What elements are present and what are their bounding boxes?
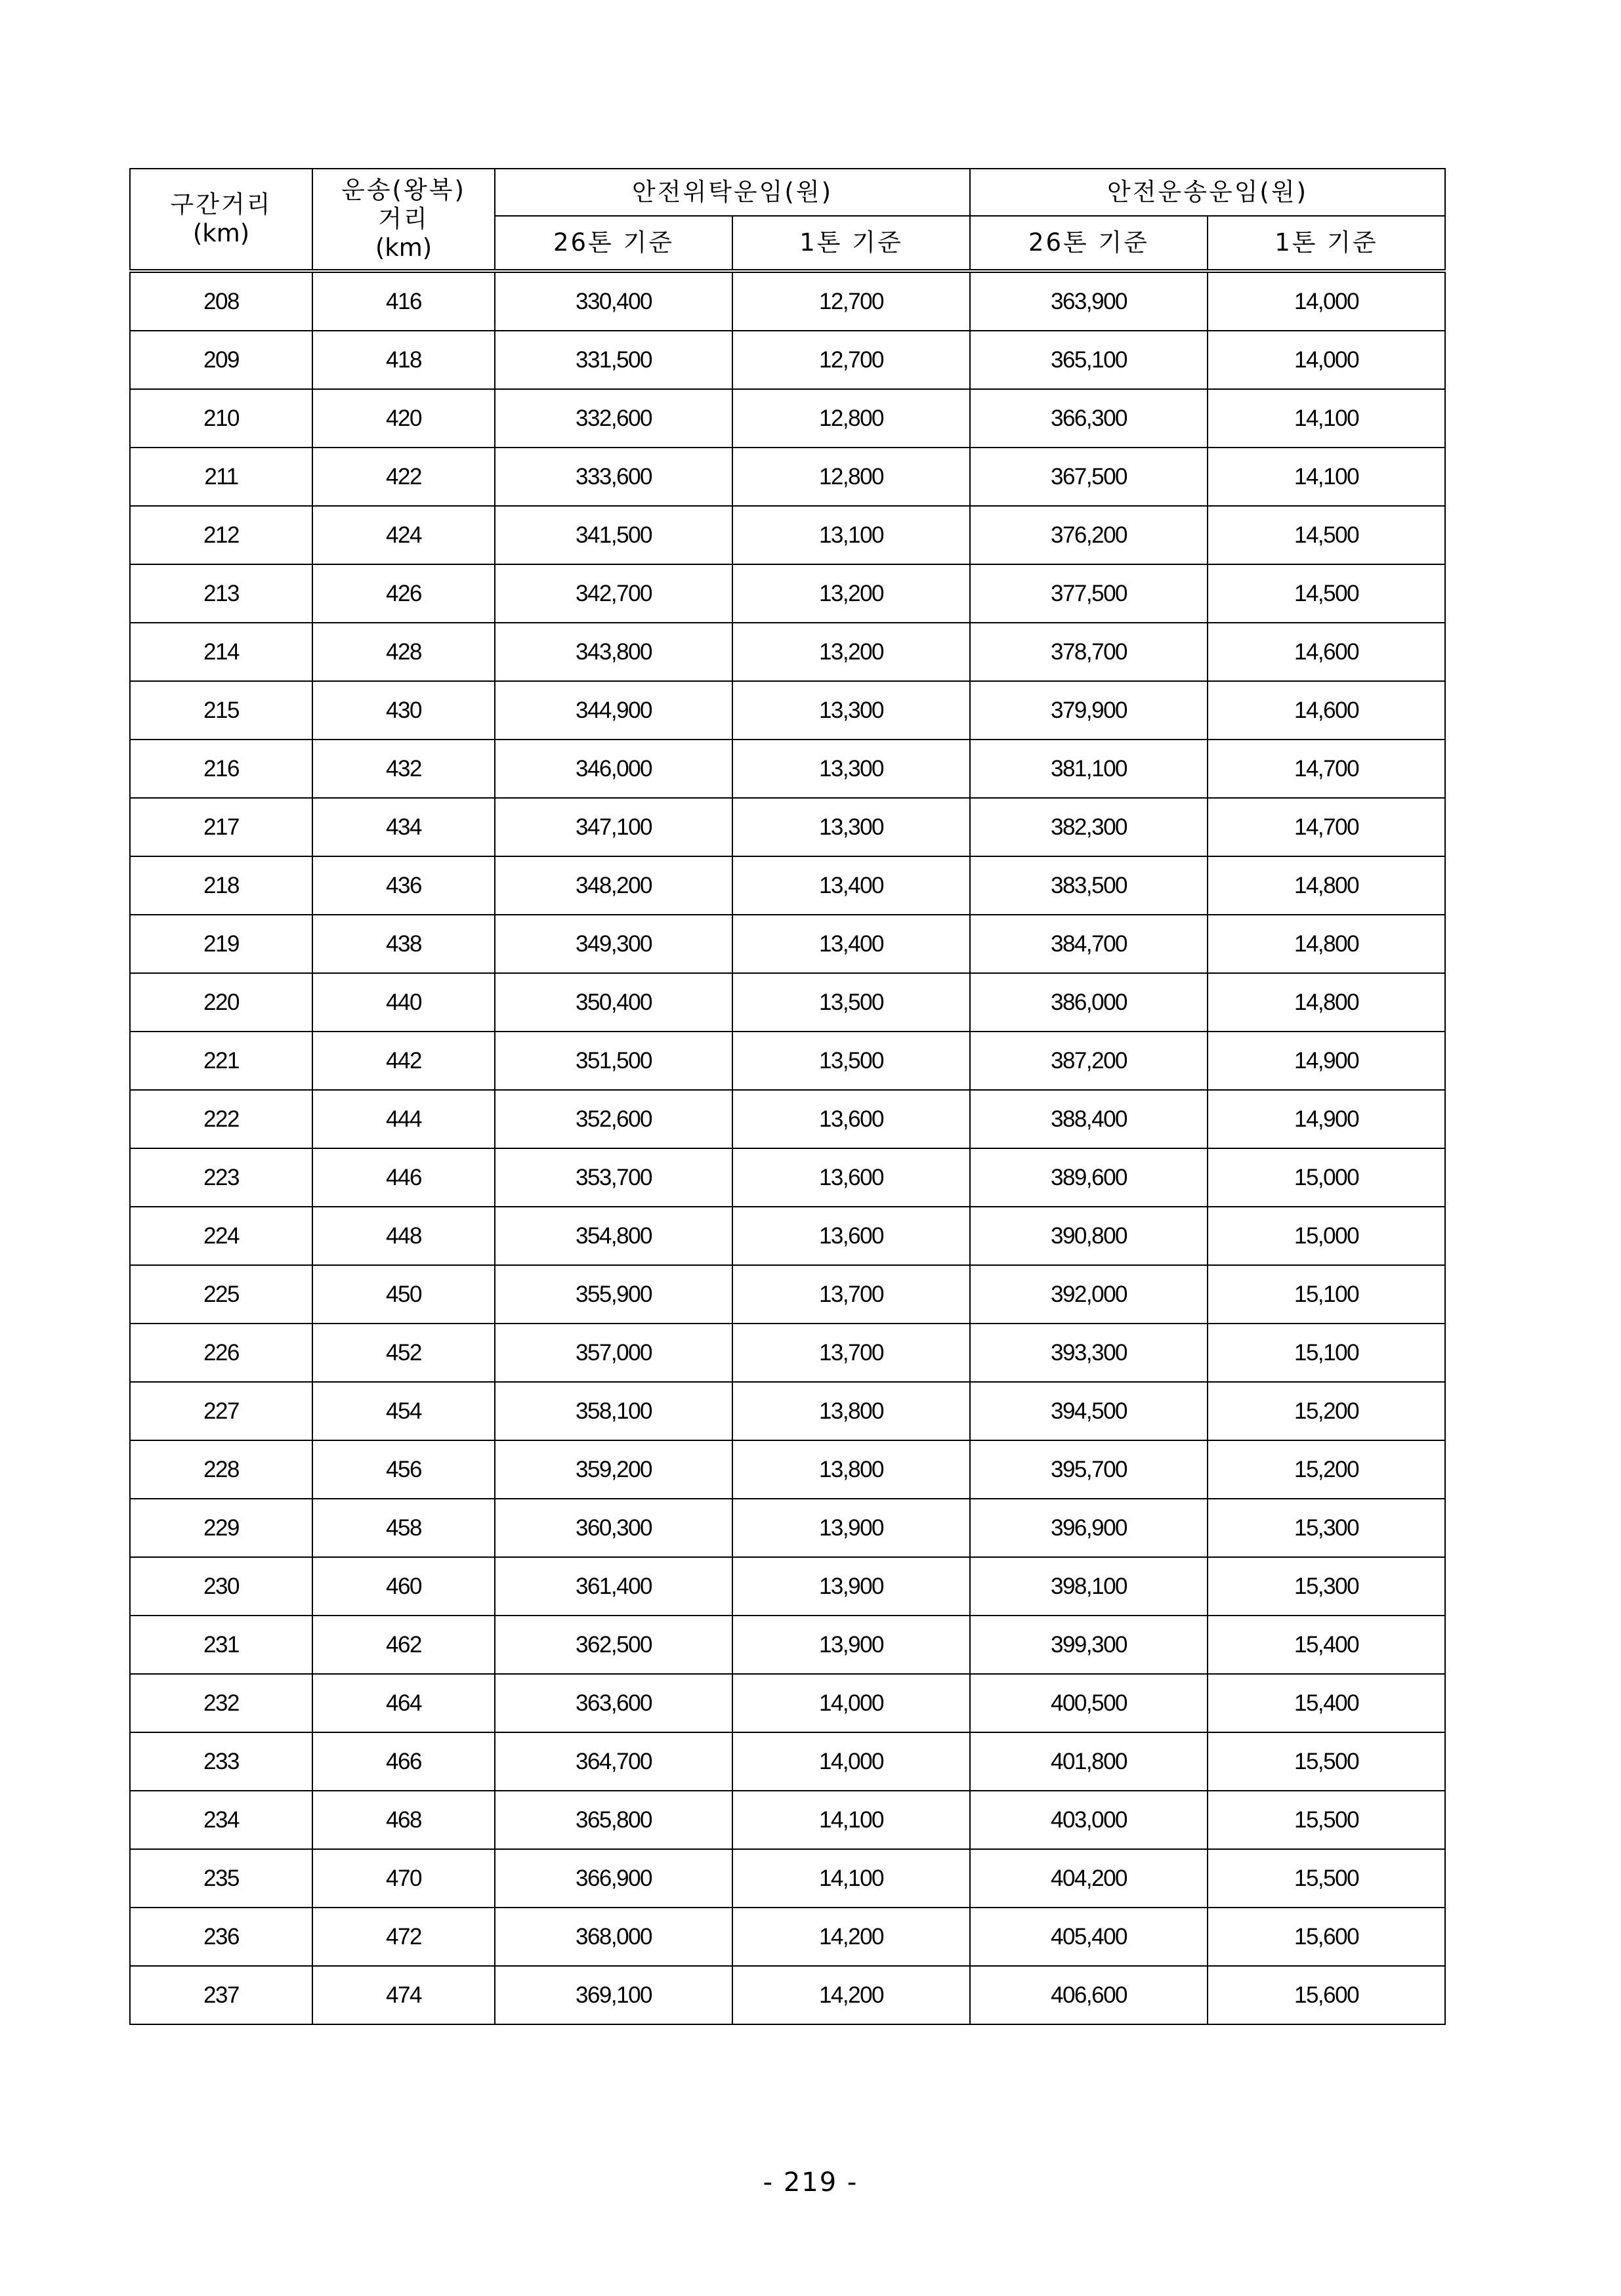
table-row [130, 856, 1445, 915]
transport-26t-cell: 381,100 [970, 740, 1208, 798]
consign-1t-cell: 13,900 [732, 1557, 970, 1616]
transport-distance-cell: 416 [312, 271, 495, 331]
transport-1t-cell: 15,500 [1208, 1849, 1445, 1908]
transport-1t-cell: 15,200 [1208, 1382, 1445, 1440]
transport-distance-cell: 422 [312, 448, 495, 506]
transport-distance-cell: 474 [312, 1966, 495, 2024]
transport-distance-cell: 424 [312, 506, 495, 564]
transport-1t-cell: 14,900 [1208, 1090, 1445, 1148]
consign-1t-cell: 12,800 [732, 448, 970, 506]
consign-26t-cell: 349,300 [495, 915, 732, 973]
transport-distance-cell: 462 [312, 1616, 495, 1674]
consign-1t-cell: 13,400 [732, 915, 970, 973]
transport-26t-cell: 401,800 [970, 1732, 1208, 1791]
consign-1t-cell: 14,100 [732, 1791, 970, 1849]
transport-distance-cell: 458 [312, 1499, 495, 1557]
consign-26t-cell: 365,800 [495, 1791, 732, 1849]
header-section-distance: 구간거리 (km) [130, 169, 312, 271]
section-distance-cell: 224 [130, 1207, 312, 1265]
consign-26t-cell: 330,400 [495, 271, 732, 331]
transport-distance-cell: 420 [312, 389, 495, 448]
transport-26t-cell: 404,200 [970, 1849, 1208, 1908]
transport-1t-cell: 15,300 [1208, 1499, 1445, 1557]
consign-26t-cell: 351,500 [495, 1032, 732, 1090]
transport-distance-cell: 454 [312, 1382, 495, 1440]
header-transport-26t: 26톤 기준 [970, 216, 1208, 271]
section-distance-cell: 232 [130, 1674, 312, 1732]
transport-distance-cell: 444 [312, 1090, 495, 1148]
table-row [130, 1090, 1445, 1148]
transport-1t-cell: 14,500 [1208, 506, 1445, 564]
table-row [130, 331, 1445, 389]
table-row [130, 389, 1445, 448]
consign-26t-cell: 361,400 [495, 1557, 732, 1616]
consign-1t-cell: 13,300 [732, 740, 970, 798]
consign-1t-cell: 13,800 [732, 1382, 970, 1440]
transport-26t-cell: 387,200 [970, 1032, 1208, 1090]
table-row [130, 1732, 1445, 1791]
header-safe-consign-rate: 안전위탁운임(원) [495, 169, 970, 216]
section-distance-cell: 230 [130, 1557, 312, 1616]
consign-26t-cell: 342,700 [495, 564, 732, 623]
table-row [130, 448, 1445, 506]
transport-26t-cell: 382,300 [970, 798, 1208, 856]
table-row [130, 798, 1445, 856]
consign-1t-cell: 14,200 [732, 1908, 970, 1966]
table-row [130, 681, 1445, 740]
consign-1t-cell: 12,800 [732, 389, 970, 448]
consign-1t-cell: 13,500 [732, 1032, 970, 1090]
transport-26t-cell: 389,600 [970, 1148, 1208, 1207]
consign-26t-cell: 357,000 [495, 1324, 732, 1382]
consign-26t-cell: 343,800 [495, 623, 732, 681]
transport-distance-cell: 446 [312, 1148, 495, 1207]
transport-distance-cell: 442 [312, 1032, 495, 1090]
transport-distance-cell: 434 [312, 798, 495, 856]
transport-distance-cell: 452 [312, 1324, 495, 1382]
transport-distance-cell: 470 [312, 1849, 495, 1908]
transport-distance-cell: 432 [312, 740, 495, 798]
consign-26t-cell: 346,000 [495, 740, 732, 798]
consign-26t-cell: 355,900 [495, 1265, 732, 1324]
consign-26t-cell: 348,200 [495, 856, 732, 915]
section-distance-cell: 229 [130, 1499, 312, 1557]
transport-1t-cell: 14,000 [1208, 271, 1445, 331]
table-row [130, 1499, 1445, 1557]
section-distance-cell: 208 [130, 271, 312, 331]
table-row [130, 1207, 1445, 1265]
section-distance-cell: 231 [130, 1616, 312, 1674]
transport-26t-cell: 390,800 [970, 1207, 1208, 1265]
consign-26t-cell: 353,700 [495, 1148, 732, 1207]
section-distance-cell: 209 [130, 331, 312, 389]
consign-1t-cell: 13,200 [732, 623, 970, 681]
table-header [130, 169, 1445, 271]
consign-1t-cell: 13,900 [732, 1616, 970, 1674]
consign-26t-cell: 333,600 [495, 448, 732, 506]
transport-distance-cell: 456 [312, 1440, 495, 1499]
transport-26t-cell: 393,300 [970, 1324, 1208, 1382]
consign-26t-cell: 363,600 [495, 1674, 732, 1732]
section-distance-cell: 215 [130, 681, 312, 740]
table-row [130, 1032, 1445, 1090]
consign-1t-cell: 13,800 [732, 1440, 970, 1499]
table-row [130, 1908, 1445, 1966]
transport-distance-cell: 466 [312, 1732, 495, 1791]
header-transport-1t: 1톤 기준 [1208, 216, 1445, 271]
consign-1t-cell: 13,300 [732, 681, 970, 740]
header-safe-transport-rate: 안전운송운임(원) [970, 169, 1445, 216]
consign-26t-cell: 364,700 [495, 1732, 732, 1791]
table-row [130, 973, 1445, 1032]
consign-1t-cell: 12,700 [732, 271, 970, 331]
table-row [130, 1674, 1445, 1732]
transport-1t-cell: 14,700 [1208, 798, 1445, 856]
transport-26t-cell: 399,300 [970, 1616, 1208, 1674]
table-row [130, 271, 1445, 331]
section-distance-cell: 218 [130, 856, 312, 915]
transport-1t-cell: 15,200 [1208, 1440, 1445, 1499]
consign-1t-cell: 13,600 [732, 1207, 970, 1265]
section-distance-cell: 210 [130, 389, 312, 448]
table-row [130, 1791, 1445, 1849]
consign-26t-cell: 358,100 [495, 1382, 732, 1440]
consign-1t-cell: 14,000 [732, 1674, 970, 1732]
transport-distance-cell: 464 [312, 1674, 495, 1732]
transport-26t-cell: 396,900 [970, 1499, 1208, 1557]
transport-distance-cell: 468 [312, 1791, 495, 1849]
transport-1t-cell: 15,300 [1208, 1557, 1445, 1616]
transport-26t-cell: 403,000 [970, 1791, 1208, 1849]
table-row [130, 1557, 1445, 1616]
section-distance-cell: 228 [130, 1440, 312, 1499]
consign-26t-cell: 360,300 [495, 1499, 732, 1557]
consign-1t-cell: 13,100 [732, 506, 970, 564]
transport-1t-cell: 15,600 [1208, 1966, 1445, 2024]
section-distance-cell: 226 [130, 1324, 312, 1382]
transport-26t-cell: 383,500 [970, 856, 1208, 915]
transport-26t-cell: 384,700 [970, 915, 1208, 973]
table-row [130, 1148, 1445, 1207]
consign-1t-cell: 14,200 [732, 1966, 970, 2024]
consign-26t-cell: 368,000 [495, 1908, 732, 1966]
transport-26t-cell: 400,500 [970, 1674, 1208, 1732]
transport-1t-cell: 14,800 [1208, 915, 1445, 973]
transport-distance-cell: 440 [312, 973, 495, 1032]
section-distance-cell: 212 [130, 506, 312, 564]
table-row [130, 1616, 1445, 1674]
table-row [130, 506, 1445, 564]
section-distance-cell: 237 [130, 1966, 312, 2024]
transport-1t-cell: 14,700 [1208, 740, 1445, 798]
section-distance-cell: 217 [130, 798, 312, 856]
consign-1t-cell: 13,700 [732, 1324, 970, 1382]
consign-26t-cell: 354,800 [495, 1207, 732, 1265]
transport-26t-cell: 363,900 [970, 271, 1208, 331]
section-distance-cell: 235 [130, 1849, 312, 1908]
consign-26t-cell: 362,500 [495, 1616, 732, 1674]
page-number: - 219 - [763, 2167, 858, 2198]
transport-1t-cell: 15,500 [1208, 1732, 1445, 1791]
consign-26t-cell: 331,500 [495, 331, 732, 389]
consign-26t-cell: 350,400 [495, 973, 732, 1032]
consign-26t-cell: 344,900 [495, 681, 732, 740]
transport-1t-cell: 15,600 [1208, 1908, 1445, 1966]
section-distance-cell: 211 [130, 448, 312, 506]
transport-26t-cell: 377,500 [970, 564, 1208, 623]
consign-1t-cell: 13,600 [732, 1148, 970, 1207]
transport-26t-cell: 392,000 [970, 1265, 1208, 1324]
consign-1t-cell: 13,500 [732, 973, 970, 1032]
transport-distance-cell: 438 [312, 915, 495, 973]
table-row [130, 1440, 1445, 1499]
section-distance-cell: 222 [130, 1090, 312, 1148]
section-distance-cell: 220 [130, 973, 312, 1032]
transport-1t-cell: 14,500 [1208, 564, 1445, 623]
transport-1t-cell: 14,900 [1208, 1032, 1445, 1090]
transport-distance-cell: 460 [312, 1557, 495, 1616]
consign-26t-cell: 332,600 [495, 389, 732, 448]
consign-26t-cell: 366,900 [495, 1849, 732, 1908]
transport-1t-cell: 15,000 [1208, 1207, 1445, 1265]
transport-distance-cell: 436 [312, 856, 495, 915]
header-consign-26t: 26톤 기준 [495, 216, 732, 271]
table-row [130, 1324, 1445, 1382]
consign-1t-cell: 13,300 [732, 798, 970, 856]
transport-1t-cell: 14,800 [1208, 856, 1445, 915]
header-consign-1t: 1톤 기준 [732, 216, 970, 271]
transport-1t-cell: 15,500 [1208, 1791, 1445, 1849]
consign-1t-cell: 13,900 [732, 1499, 970, 1557]
table-row [130, 1382, 1445, 1440]
header-transport-distance: 운송(왕복) 거리 (km) [312, 169, 495, 271]
section-distance-cell: 234 [130, 1791, 312, 1849]
transport-26t-cell: 366,300 [970, 389, 1208, 448]
transport-26t-cell: 386,000 [970, 973, 1208, 1032]
table-row [130, 1265, 1445, 1324]
transport-26t-cell: 405,400 [970, 1908, 1208, 1966]
transport-26t-cell: 379,900 [970, 681, 1208, 740]
transport-26t-cell: 378,700 [970, 623, 1208, 681]
transport-distance-cell: 418 [312, 331, 495, 389]
section-distance-cell: 225 [130, 1265, 312, 1324]
transport-distance-cell: 450 [312, 1265, 495, 1324]
section-distance-cell: 213 [130, 564, 312, 623]
rate-table [129, 168, 1446, 2025]
transport-26t-cell: 388,400 [970, 1090, 1208, 1148]
consign-26t-cell: 369,100 [495, 1966, 732, 2024]
transport-distance-cell: 430 [312, 681, 495, 740]
transport-26t-cell: 406,600 [970, 1966, 1208, 2024]
transport-1t-cell: 14,600 [1208, 623, 1445, 681]
section-distance-cell: 227 [130, 1382, 312, 1440]
transport-distance-cell: 448 [312, 1207, 495, 1265]
section-distance-cell: 219 [130, 915, 312, 973]
table-row [130, 740, 1445, 798]
transport-26t-cell: 394,500 [970, 1382, 1208, 1440]
table-row [130, 1849, 1445, 1908]
table-row [130, 623, 1445, 681]
consign-1t-cell: 12,700 [732, 331, 970, 389]
transport-26t-cell: 365,100 [970, 331, 1208, 389]
transport-26t-cell: 395,700 [970, 1440, 1208, 1499]
table-body [130, 271, 1445, 2024]
consign-26t-cell: 359,200 [495, 1440, 732, 1499]
consign-26t-cell: 352,600 [495, 1090, 732, 1148]
consign-1t-cell: 14,100 [732, 1849, 970, 1908]
transport-26t-cell: 376,200 [970, 506, 1208, 564]
section-distance-cell: 233 [130, 1732, 312, 1791]
transport-distance-cell: 426 [312, 564, 495, 623]
consign-26t-cell: 341,500 [495, 506, 732, 564]
transport-distance-cell: 428 [312, 623, 495, 681]
table-row [130, 915, 1445, 973]
section-distance-cell: 221 [130, 1032, 312, 1090]
transport-26t-cell: 367,500 [970, 448, 1208, 506]
consign-1t-cell: 14,000 [732, 1732, 970, 1791]
table-row [130, 1966, 1445, 2024]
transport-1t-cell: 14,600 [1208, 681, 1445, 740]
transport-1t-cell: 15,400 [1208, 1616, 1445, 1674]
consign-26t-cell: 347,100 [495, 798, 732, 856]
transport-1t-cell: 15,000 [1208, 1148, 1445, 1207]
transport-1t-cell: 14,000 [1208, 331, 1445, 389]
transport-1t-cell: 15,400 [1208, 1674, 1445, 1732]
transport-1t-cell: 14,100 [1208, 448, 1445, 506]
consign-1t-cell: 13,700 [732, 1265, 970, 1324]
section-distance-cell: 214 [130, 623, 312, 681]
consign-1t-cell: 13,400 [732, 856, 970, 915]
table-row [130, 564, 1445, 623]
transport-1t-cell: 15,100 [1208, 1265, 1445, 1324]
consign-1t-cell: 13,200 [732, 564, 970, 623]
section-distance-cell: 216 [130, 740, 312, 798]
transport-1t-cell: 15,100 [1208, 1324, 1445, 1382]
transport-1t-cell: 14,800 [1208, 973, 1445, 1032]
transport-distance-cell: 472 [312, 1908, 495, 1966]
consign-1t-cell: 13,600 [732, 1090, 970, 1148]
transport-26t-cell: 398,100 [970, 1557, 1208, 1616]
section-distance-cell: 223 [130, 1148, 312, 1207]
section-distance-cell: 236 [130, 1908, 312, 1966]
transport-1t-cell: 14,100 [1208, 389, 1445, 448]
